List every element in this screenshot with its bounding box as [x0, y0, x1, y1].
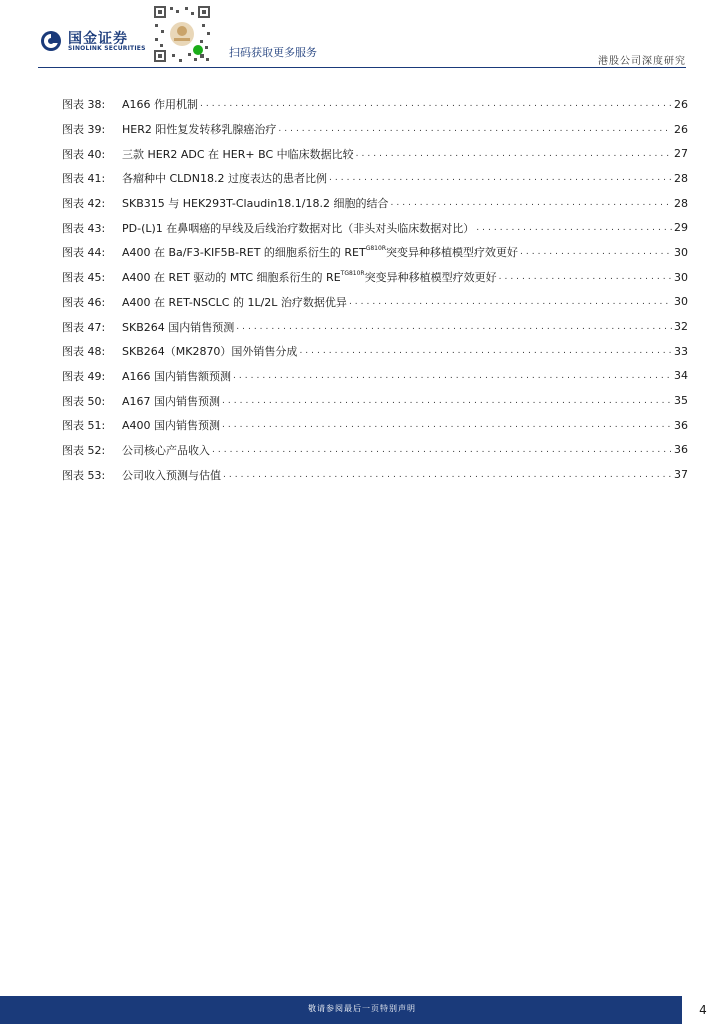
toc-entry-title	[122, 146, 354, 162]
toc-entry-title	[122, 467, 221, 483]
toc-entry-page: 28	[674, 171, 688, 185]
toc-entry-page: 30	[674, 270, 688, 284]
table-of-figures	[62, 92, 688, 487]
toc-entry-title-text: A400 在 RET-NSCLC 的 1L/2L 治疗数据优异	[122, 295, 347, 309]
toc-leader-dots	[299, 346, 672, 356]
toc-entry-label: 图表 40:	[62, 147, 106, 161]
toc-leader-dots	[233, 371, 672, 381]
toc-entry-page: 35	[674, 394, 688, 408]
toc-entry-title-text: SKB264 国内销售预测	[122, 320, 235, 334]
toc-entry-title	[122, 442, 210, 458]
toc-leader-dots	[236, 322, 672, 332]
toc-entry[interactable]	[62, 240, 688, 265]
toc-leader-dots	[349, 297, 672, 307]
report-type-label: 港股公司深度研究	[598, 56, 686, 67]
toc-entry-title	[122, 121, 276, 137]
toc-entry-page: 30	[674, 295, 688, 309]
page-number: 4	[682, 996, 724, 1024]
toc-entry-title	[122, 269, 497, 285]
toc-entry[interactable]	[62, 462, 688, 487]
toc-leader-dots	[499, 272, 672, 282]
toc-entry-label: 图表 44:	[62, 246, 106, 260]
sinolink-logo-icon	[40, 30, 62, 52]
toc-entry-label: 图表 53:	[62, 468, 106, 482]
toc-entry[interactable]	[62, 364, 688, 389]
toc-entry[interactable]	[62, 290, 688, 315]
toc-leader-dots	[278, 124, 672, 134]
toc-entry-label: 图表 39:	[62, 123, 106, 137]
toc-leader-dots	[222, 396, 672, 406]
toc-entry-label: 图表 48:	[62, 345, 106, 359]
toc-entry[interactable]	[62, 413, 688, 438]
toc-entry-label: 图表 49:	[62, 369, 106, 383]
toc-entry-label: 图表 51:	[62, 419, 106, 433]
toc-entry-label: 图表 41:	[62, 172, 106, 186]
toc-entry-title-text: 公司核心产品收入	[122, 443, 210, 457]
toc-entry-title-text: 公司收入预测与估值	[122, 468, 221, 482]
toc-entry-label: 图表 38:	[62, 98, 106, 112]
toc-leader-dots	[391, 198, 673, 208]
toc-entry-title-text: A167 国内销售预测	[122, 394, 221, 408]
toc-entry-label: 图表 47:	[62, 320, 106, 334]
qr-caption: 扫码获取更多服务	[229, 46, 317, 59]
toc-entry-title	[122, 343, 297, 359]
toc-entry[interactable]	[62, 388, 688, 413]
toc-entry-title	[122, 319, 234, 335]
toc-entry-label: 图表 45:	[62, 271, 106, 285]
toc-entry-title-continued: 突变异种移植模型疗效更好	[364, 271, 497, 285]
toc-entry[interactable]	[62, 92, 688, 117]
toc-entry-label: 图表 52:	[62, 443, 106, 457]
toc-entry-page: 26	[674, 122, 688, 136]
toc-entry[interactable]	[62, 117, 688, 142]
toc-entry-label: 图表 42:	[62, 197, 106, 211]
toc-entry-title-text: 三款 HER2 ADC 在 HER+ BC 中临床数据比较	[122, 147, 354, 161]
toc-entry[interactable]	[62, 215, 688, 240]
toc-leader-dots	[329, 173, 672, 183]
toc-leader-dots	[356, 149, 672, 159]
toc-entry-page: 36	[674, 418, 688, 432]
toc-entry-page: 27	[674, 147, 688, 161]
toc-entry[interactable]	[62, 191, 688, 216]
toc-entry-page: 33	[674, 344, 688, 358]
toc-entry-title-text: SKB315 与 HEK293T-Claudin18.1/18.2 细胞的结合	[122, 197, 389, 211]
toc-entry-label: 图表 50:	[62, 394, 106, 408]
toc-entry-page: 34	[674, 369, 688, 383]
toc-entry-page: 36	[674, 443, 688, 457]
toc-entry-page: 32	[674, 320, 688, 334]
toc-leader-dots	[476, 223, 672, 233]
toc-entry-superscript: TG810R	[340, 270, 365, 278]
toc-entry-page: 28	[674, 196, 688, 210]
toc-entry-title	[122, 393, 220, 409]
header-divider	[38, 67, 686, 68]
toc-entry-title-text: A166 作用机制	[122, 98, 199, 112]
toc-leader-dots	[520, 247, 672, 257]
toc-entry-title-text: HER2 阳性复发转移乳腺癌治疗	[122, 123, 277, 137]
toc-entry-title-text: SKB264（MK2870）国外销售分成	[122, 345, 298, 359]
toc-entry-title	[122, 170, 327, 186]
toc-entry-page: 37	[674, 468, 688, 482]
toc-entry-title	[122, 220, 474, 236]
toc-entry-title-text: A166 国内销售额预测	[122, 369, 232, 383]
logo-chinese-name: 国金证券	[68, 31, 128, 47]
page-footer	[0, 996, 724, 1024]
toc-entry-title-text: A400 在 RET 驱动的 MTC 细胞系衍生的 RE	[122, 271, 341, 285]
toc-entry-title-text: A400 在 Ba/F3-KIF5B-RET 的细胞系衍生的 RET	[122, 246, 366, 260]
toc-entry-title	[122, 417, 220, 433]
toc-entry-label: 图表 46:	[62, 295, 106, 309]
toc-entry-superscript: G810R	[365, 245, 386, 253]
toc-entry-title	[122, 368, 231, 384]
toc-entry[interactable]	[62, 314, 688, 339]
toc-entry-page: 29	[674, 221, 688, 235]
toc-entry[interactable]	[62, 438, 688, 463]
toc-leader-dots	[212, 445, 672, 455]
logo-english-name: SINOLINK SECURITIES	[68, 45, 146, 52]
toc-entry[interactable]	[62, 265, 688, 290]
toc-entry-title-text: A400 国内销售预测	[122, 419, 221, 433]
toc-entry-title-text: PD-(L)1 在鼻咽癌的早线及后线治疗数据对比（非头对头临床数据对比）	[122, 221, 475, 235]
footer-disclaimer: 敬请参阅最后一页特别声明	[308, 1004, 416, 1013]
toc-leader-dots	[222, 420, 672, 430]
toc-entry-label: 图表 43:	[62, 221, 106, 235]
toc-entry-page: 26	[674, 97, 688, 111]
toc-leader-dots	[200, 99, 672, 109]
qr-code-icon[interactable]	[152, 4, 212, 64]
toc-entry-title	[122, 294, 347, 310]
toc-entry[interactable]	[62, 141, 688, 166]
toc-entry-title	[122, 244, 518, 260]
sinolink-logo	[40, 28, 150, 54]
toc-entry[interactable]	[62, 339, 688, 364]
toc-entry[interactable]	[62, 166, 688, 191]
toc-entry-page: 30	[674, 245, 688, 259]
page-header	[0, 0, 724, 68]
toc-entry-title-text: 各瘤种中 CLDN18.2 过度表达的患者比例	[122, 172, 327, 186]
toc-leader-dots	[223, 470, 672, 480]
toc-entry-title	[122, 195, 389, 211]
toc-entry-title-continued: 突变异种移植模型疗效更好	[386, 246, 518, 260]
toc-entry-title	[122, 96, 198, 112]
